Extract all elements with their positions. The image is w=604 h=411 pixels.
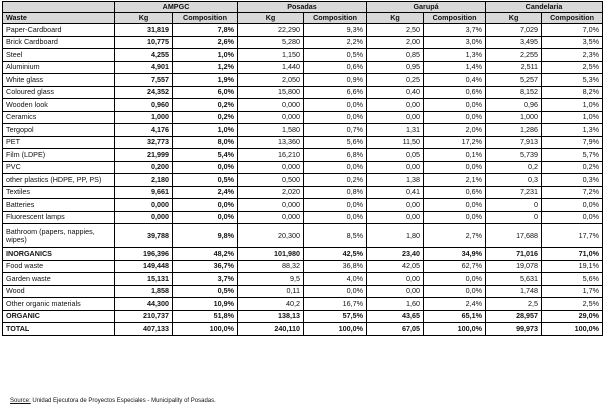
composition-value-cell: 2,0%	[424, 124, 486, 137]
kg-value-cell: 15,800	[238, 86, 304, 99]
table-row	[3, 136, 603, 149]
kg-value-cell: 0,00	[367, 211, 424, 224]
table-row	[3, 86, 603, 99]
waste-name-cell: TOTAL	[3, 323, 115, 336]
kg-value-cell: 5,257	[486, 74, 542, 87]
kg-value-cell: 1,80	[367, 224, 424, 248]
kg-value-cell: 5,631	[486, 273, 542, 286]
kg-value-cell: 11,50	[367, 136, 424, 149]
kg-value-cell: 13,360	[238, 136, 304, 149]
waste-name-cell: Ceramics	[3, 111, 115, 124]
kg-value-cell: 1,286	[486, 124, 542, 137]
composition-value-cell: 0,1%	[424, 149, 486, 162]
composition-value-cell: 0,0%	[304, 111, 367, 124]
kg-value-cell: 0,500	[238, 174, 304, 187]
composition-value-cell: 29,0%	[542, 310, 603, 323]
kg-value-cell: 0,00	[367, 273, 424, 286]
table-row	[3, 111, 603, 124]
composition-value-cell: 10,9%	[173, 298, 238, 311]
composition-value-cell: 2,3%	[542, 49, 603, 62]
waste-name-cell: other plastics (HDPE, PP, PS)	[3, 174, 115, 187]
waste-name-cell: Tergopol	[3, 124, 115, 137]
composition-value-cell: 0,0%	[424, 161, 486, 174]
composition-value-cell: 9,8%	[173, 224, 238, 248]
composition-column-header: Composition	[424, 13, 486, 24]
composition-value-cell: 0,0%	[173, 211, 238, 224]
composition-value-cell: 7,8%	[173, 24, 238, 37]
composition-value-cell: 1,0%	[542, 99, 603, 112]
composition-value-cell: 8,5%	[304, 224, 367, 248]
kg-value-cell: 1,60	[367, 298, 424, 311]
kg-value-cell: 0,200	[115, 161, 173, 174]
kg-value-cell: 1,31	[367, 124, 424, 137]
composition-column-header: Composition	[173, 13, 238, 24]
table-row	[3, 224, 603, 248]
composition-value-cell: 0,0%	[304, 199, 367, 212]
kg-value-cell: 8,152	[486, 86, 542, 99]
table-row	[3, 149, 603, 162]
kg-value-cell: 7,557	[115, 74, 173, 87]
kg-value-cell: 0,00	[367, 199, 424, 212]
composition-value-cell: 2,5%	[542, 298, 603, 311]
table-subtotal-row	[3, 310, 603, 323]
composition-value-cell: 2,7%	[424, 224, 486, 248]
composition-value-cell: 1,2%	[173, 61, 238, 74]
composition-value-cell: 0,0%	[424, 99, 486, 112]
column-header-row	[3, 13, 603, 24]
composition-column-header: Composition	[542, 13, 603, 24]
composition-value-cell: 8,2%	[542, 86, 603, 99]
kg-value-cell: 0,25	[367, 74, 424, 87]
kg-value-cell: 2,180	[115, 174, 173, 187]
composition-value-cell: 0,0%	[173, 199, 238, 212]
waste-name-cell: Garden waste	[3, 273, 115, 286]
kg-value-cell: 7,029	[486, 24, 542, 37]
waste-name-cell: Aluminium	[3, 61, 115, 74]
source-note	[10, 398, 216, 404]
group-header-row	[3, 2, 603, 13]
kg-value-cell: 67,05	[367, 323, 424, 336]
composition-value-cell: 0,0%	[542, 199, 603, 212]
composition-value-cell: 5,7%	[542, 149, 603, 162]
composition-value-cell: 57,5%	[304, 310, 367, 323]
kg-value-cell: 0,00	[367, 99, 424, 112]
composition-value-cell: 9,3%	[304, 24, 367, 37]
kg-value-cell: 0,40	[367, 86, 424, 99]
kg-value-cell: 0,3	[486, 174, 542, 187]
kg-value-cell: 240,110	[238, 323, 304, 336]
composition-value-cell: 1,4%	[424, 61, 486, 74]
kg-value-cell: 24,352	[115, 86, 173, 99]
kg-value-cell: 0,000	[238, 111, 304, 124]
composition-value-cell: 6,6%	[304, 86, 367, 99]
composition-value-cell: 34,9%	[424, 248, 486, 261]
table-row	[3, 174, 603, 187]
table-row	[3, 211, 603, 224]
waste-name-cell: Paper-Cardboard	[3, 24, 115, 37]
kg-value-cell: 2,5	[486, 298, 542, 311]
kg-value-cell: 5,739	[486, 149, 542, 162]
composition-value-cell: 0,2%	[173, 99, 238, 112]
kg-value-cell: 196,396	[115, 248, 173, 261]
composition-value-cell: 2,6%	[173, 36, 238, 49]
composition-value-cell: 71,0%	[542, 248, 603, 261]
composition-value-cell: 0,6%	[304, 61, 367, 74]
group-header-garupa: Garupá	[367, 2, 486, 13]
composition-value-cell: 48,2%	[173, 248, 238, 261]
composition-value-cell: 0,0%	[424, 211, 486, 224]
kg-value-cell: 0,85	[367, 49, 424, 62]
kg-value-cell: 17,688	[486, 224, 542, 248]
kg-value-cell: 32,773	[115, 136, 173, 149]
composition-value-cell: 7,0%	[542, 24, 603, 37]
composition-value-cell: 100,0%	[173, 323, 238, 336]
kg-value-cell: 1,150	[238, 49, 304, 62]
composition-value-cell: 5,6%	[304, 136, 367, 149]
kg-value-cell: 2,511	[486, 61, 542, 74]
composition-value-cell: 5,4%	[173, 149, 238, 162]
composition-value-cell: 0,0%	[173, 161, 238, 174]
composition-value-cell: 4,0%	[304, 273, 367, 286]
composition-value-cell: 0,9%	[304, 74, 367, 87]
empty-header-cell	[3, 2, 115, 13]
kg-value-cell: 88,32	[238, 260, 304, 273]
kg-value-cell: 0,00	[367, 161, 424, 174]
kg-value-cell: 71,016	[486, 248, 542, 261]
composition-value-cell: 16,7%	[304, 298, 367, 311]
composition-value-cell: 42,5%	[304, 248, 367, 261]
kg-value-cell: 0,000	[238, 99, 304, 112]
composition-value-cell: 1,9%	[173, 74, 238, 87]
composition-value-cell: 0,6%	[424, 86, 486, 99]
kg-value-cell: 7,913	[486, 136, 542, 149]
composition-value-cell: 0,3%	[542, 174, 603, 187]
kg-value-cell: 0,95	[367, 61, 424, 74]
composition-value-cell: 0,0%	[304, 99, 367, 112]
composition-value-cell: 3,0%	[424, 36, 486, 49]
kg-value-cell: 23,40	[367, 248, 424, 261]
kg-value-cell: 10,775	[115, 36, 173, 49]
kg-column-header: Kg	[238, 13, 304, 24]
kg-value-cell: 1,000	[115, 111, 173, 124]
group-header-candelaria: Candelaria	[486, 2, 603, 13]
kg-value-cell: 1,440	[238, 61, 304, 74]
composition-value-cell: 100,0%	[424, 323, 486, 336]
composition-value-cell: 100,0%	[304, 323, 367, 336]
composition-value-cell: 0,2%	[542, 161, 603, 174]
composition-value-cell: 3,7%	[424, 24, 486, 37]
group-header-ampgc: AMPGC	[115, 2, 238, 13]
kg-value-cell: 210,737	[115, 310, 173, 323]
composition-value-cell: 6,0%	[173, 86, 238, 99]
table-row	[3, 161, 603, 174]
kg-value-cell: 2,50	[367, 24, 424, 37]
kg-value-cell: 0,000	[115, 211, 173, 224]
composition-value-cell: 0,0%	[424, 273, 486, 286]
composition-value-cell: 0,0%	[304, 211, 367, 224]
kg-value-cell: 0,000	[238, 211, 304, 224]
composition-value-cell: 0,0%	[424, 199, 486, 212]
composition-value-cell: 1,3%	[424, 49, 486, 62]
kg-value-cell: 44,300	[115, 298, 173, 311]
kg-value-cell: 9,5	[238, 273, 304, 286]
kg-value-cell: 0,05	[367, 149, 424, 162]
table-row	[3, 186, 603, 199]
table-row	[3, 285, 603, 298]
table-row	[3, 49, 603, 62]
waste-name-cell: Food waste	[3, 260, 115, 273]
composition-value-cell: 1,0%	[542, 111, 603, 124]
table-row	[3, 61, 603, 74]
composition-value-cell: 1,0%	[173, 49, 238, 62]
kg-value-cell: 1,580	[238, 124, 304, 137]
kg-value-cell: 7,231	[486, 186, 542, 199]
composition-value-cell: 2,2%	[304, 36, 367, 49]
kg-value-cell: 2,255	[486, 49, 542, 62]
kg-value-cell: 0	[486, 199, 542, 212]
kg-value-cell: 0,960	[115, 99, 173, 112]
kg-value-cell: 0,000	[115, 199, 173, 212]
composition-value-cell: 36,7%	[173, 260, 238, 273]
composition-value-cell: 5,6%	[542, 273, 603, 286]
waste-name-cell: Other organic materials	[3, 298, 115, 311]
kg-value-cell: 149,448	[115, 260, 173, 273]
kg-value-cell: 21,999	[115, 149, 173, 162]
waste-name-cell: PET	[3, 136, 115, 149]
table-row	[3, 74, 603, 87]
table-body	[3, 24, 603, 336]
composition-value-cell: 0,0%	[542, 211, 603, 224]
composition-value-cell: 0,4%	[424, 74, 486, 87]
kg-value-cell: 1,38	[367, 174, 424, 187]
table-row	[3, 298, 603, 311]
composition-value-cell: 0,0%	[304, 161, 367, 174]
kg-value-cell: 1,748	[486, 285, 542, 298]
kg-value-cell: 0,96	[486, 99, 542, 112]
kg-value-cell: 16,210	[238, 149, 304, 162]
source-text: Unidad Ejecutora de Proyectos Especiales - Municipality of Posadas.	[30, 398, 216, 404]
waste-name-cell: Wooden look	[3, 99, 115, 112]
kg-value-cell: 0	[486, 211, 542, 224]
composition-value-cell: 100,0%	[542, 323, 603, 336]
kg-value-cell: 407,133	[115, 323, 173, 336]
composition-column-header: Composition	[304, 13, 367, 24]
table-row	[3, 24, 603, 37]
kg-value-cell: 39,788	[115, 224, 173, 248]
composition-value-cell: 0,0%	[424, 285, 486, 298]
composition-value-cell: 2,5%	[542, 61, 603, 74]
composition-value-cell: 8,0%	[173, 136, 238, 149]
composition-value-cell: 0,5%	[304, 49, 367, 62]
kg-value-cell: 3,495	[486, 36, 542, 49]
table-row	[3, 199, 603, 212]
waste-name-cell: Wood	[3, 285, 115, 298]
composition-value-cell: 3,7%	[173, 273, 238, 286]
composition-value-cell: 0,5%	[173, 285, 238, 298]
kg-value-cell: 2,00	[367, 36, 424, 49]
composition-value-cell: 1,7%	[542, 285, 603, 298]
kg-column-header: Kg	[115, 13, 173, 24]
composition-value-cell: 1,0%	[173, 124, 238, 137]
kg-value-cell: 4,176	[115, 124, 173, 137]
waste-name-cell: Coloured glass	[3, 86, 115, 99]
kg-value-cell: 99,973	[486, 323, 542, 336]
waste-column-header: Waste	[3, 13, 115, 24]
waste-name-cell: INORGANICS	[3, 248, 115, 261]
composition-value-cell: 7,9%	[542, 136, 603, 149]
table-subtotal-row	[3, 248, 603, 261]
kg-column-header: Kg	[486, 13, 542, 24]
waste-table-container	[2, 1, 602, 336]
composition-value-cell: 0,0%	[424, 111, 486, 124]
kg-value-cell: 0,41	[367, 186, 424, 199]
waste-name-cell: Fluorescent lamps	[3, 211, 115, 224]
composition-value-cell: 36,8%	[304, 260, 367, 273]
kg-column-header: Kg	[367, 13, 424, 24]
composition-value-cell: 2,4%	[173, 186, 238, 199]
table-row	[3, 36, 603, 49]
waste-name-cell: PVC	[3, 161, 115, 174]
group-header-posadas: Posadas	[238, 2, 367, 13]
kg-value-cell: 5,280	[238, 36, 304, 49]
kg-value-cell: 1,000	[486, 111, 542, 124]
kg-value-cell: 43,65	[367, 310, 424, 323]
waste-name-cell: Film (LDPE)	[3, 149, 115, 162]
kg-value-cell: 2,020	[238, 186, 304, 199]
kg-value-cell: 0,000	[238, 161, 304, 174]
waste-name-cell: Textiles	[3, 186, 115, 199]
composition-value-cell: 0,2%	[173, 111, 238, 124]
composition-value-cell: 65,1%	[424, 310, 486, 323]
composition-value-cell: 17,7%	[542, 224, 603, 248]
composition-value-cell: 2,1%	[424, 174, 486, 187]
table-row	[3, 273, 603, 286]
kg-value-cell: 31,819	[115, 24, 173, 37]
composition-value-cell: 0,8%	[304, 186, 367, 199]
waste-name-cell: Steel	[3, 49, 115, 62]
source-label: Source:	[10, 398, 31, 404]
kg-value-cell: 2,050	[238, 74, 304, 87]
kg-value-cell: 40,2	[238, 298, 304, 311]
kg-value-cell: 19,078	[486, 260, 542, 273]
composition-value-cell: 17,2%	[424, 136, 486, 149]
table-row	[3, 260, 603, 273]
kg-value-cell: 9,661	[115, 186, 173, 199]
kg-value-cell: 0,00	[367, 285, 424, 298]
composition-value-cell: 62,7%	[424, 260, 486, 273]
kg-value-cell: 42,05	[367, 260, 424, 273]
composition-value-cell: 3,5%	[542, 36, 603, 49]
waste-composition-table	[2, 1, 603, 336]
waste-name-cell: ORGANIC	[3, 310, 115, 323]
table-row	[3, 124, 603, 137]
kg-value-cell: 1,858	[115, 285, 173, 298]
composition-value-cell: 0,0%	[304, 285, 367, 298]
kg-value-cell: 0,2	[486, 161, 542, 174]
kg-value-cell: 20,300	[238, 224, 304, 248]
composition-value-cell: 0,2%	[304, 174, 367, 187]
composition-value-cell: 1,3%	[542, 124, 603, 137]
kg-value-cell: 0,11	[238, 285, 304, 298]
waste-name-cell: Batteries	[3, 199, 115, 212]
table-subtotal-row	[3, 323, 603, 336]
waste-name-cell: White glass	[3, 74, 115, 87]
composition-value-cell: 6,8%	[304, 149, 367, 162]
waste-name-cell: Bathroom (papers, nappies, wipes)	[3, 224, 115, 248]
table-row	[3, 99, 603, 112]
kg-value-cell: 15,131	[115, 273, 173, 286]
composition-value-cell: 19,1%	[542, 260, 603, 273]
waste-name-cell: Brick Cardboard	[3, 36, 115, 49]
kg-value-cell: 138,13	[238, 310, 304, 323]
composition-value-cell: 51,8%	[173, 310, 238, 323]
kg-value-cell: 0,000	[238, 199, 304, 212]
composition-value-cell: 0,7%	[304, 124, 367, 137]
composition-value-cell: 7,2%	[542, 186, 603, 199]
composition-value-cell: 0,6%	[424, 186, 486, 199]
composition-value-cell: 5,3%	[542, 74, 603, 87]
kg-value-cell: 28,957	[486, 310, 542, 323]
kg-value-cell: 0,00	[367, 111, 424, 124]
kg-value-cell: 22,290	[238, 24, 304, 37]
kg-value-cell: 4,901	[115, 61, 173, 74]
composition-value-cell: 2,4%	[424, 298, 486, 311]
composition-value-cell: 0,5%	[173, 174, 238, 187]
kg-value-cell: 101,980	[238, 248, 304, 261]
kg-value-cell: 4,255	[115, 49, 173, 62]
